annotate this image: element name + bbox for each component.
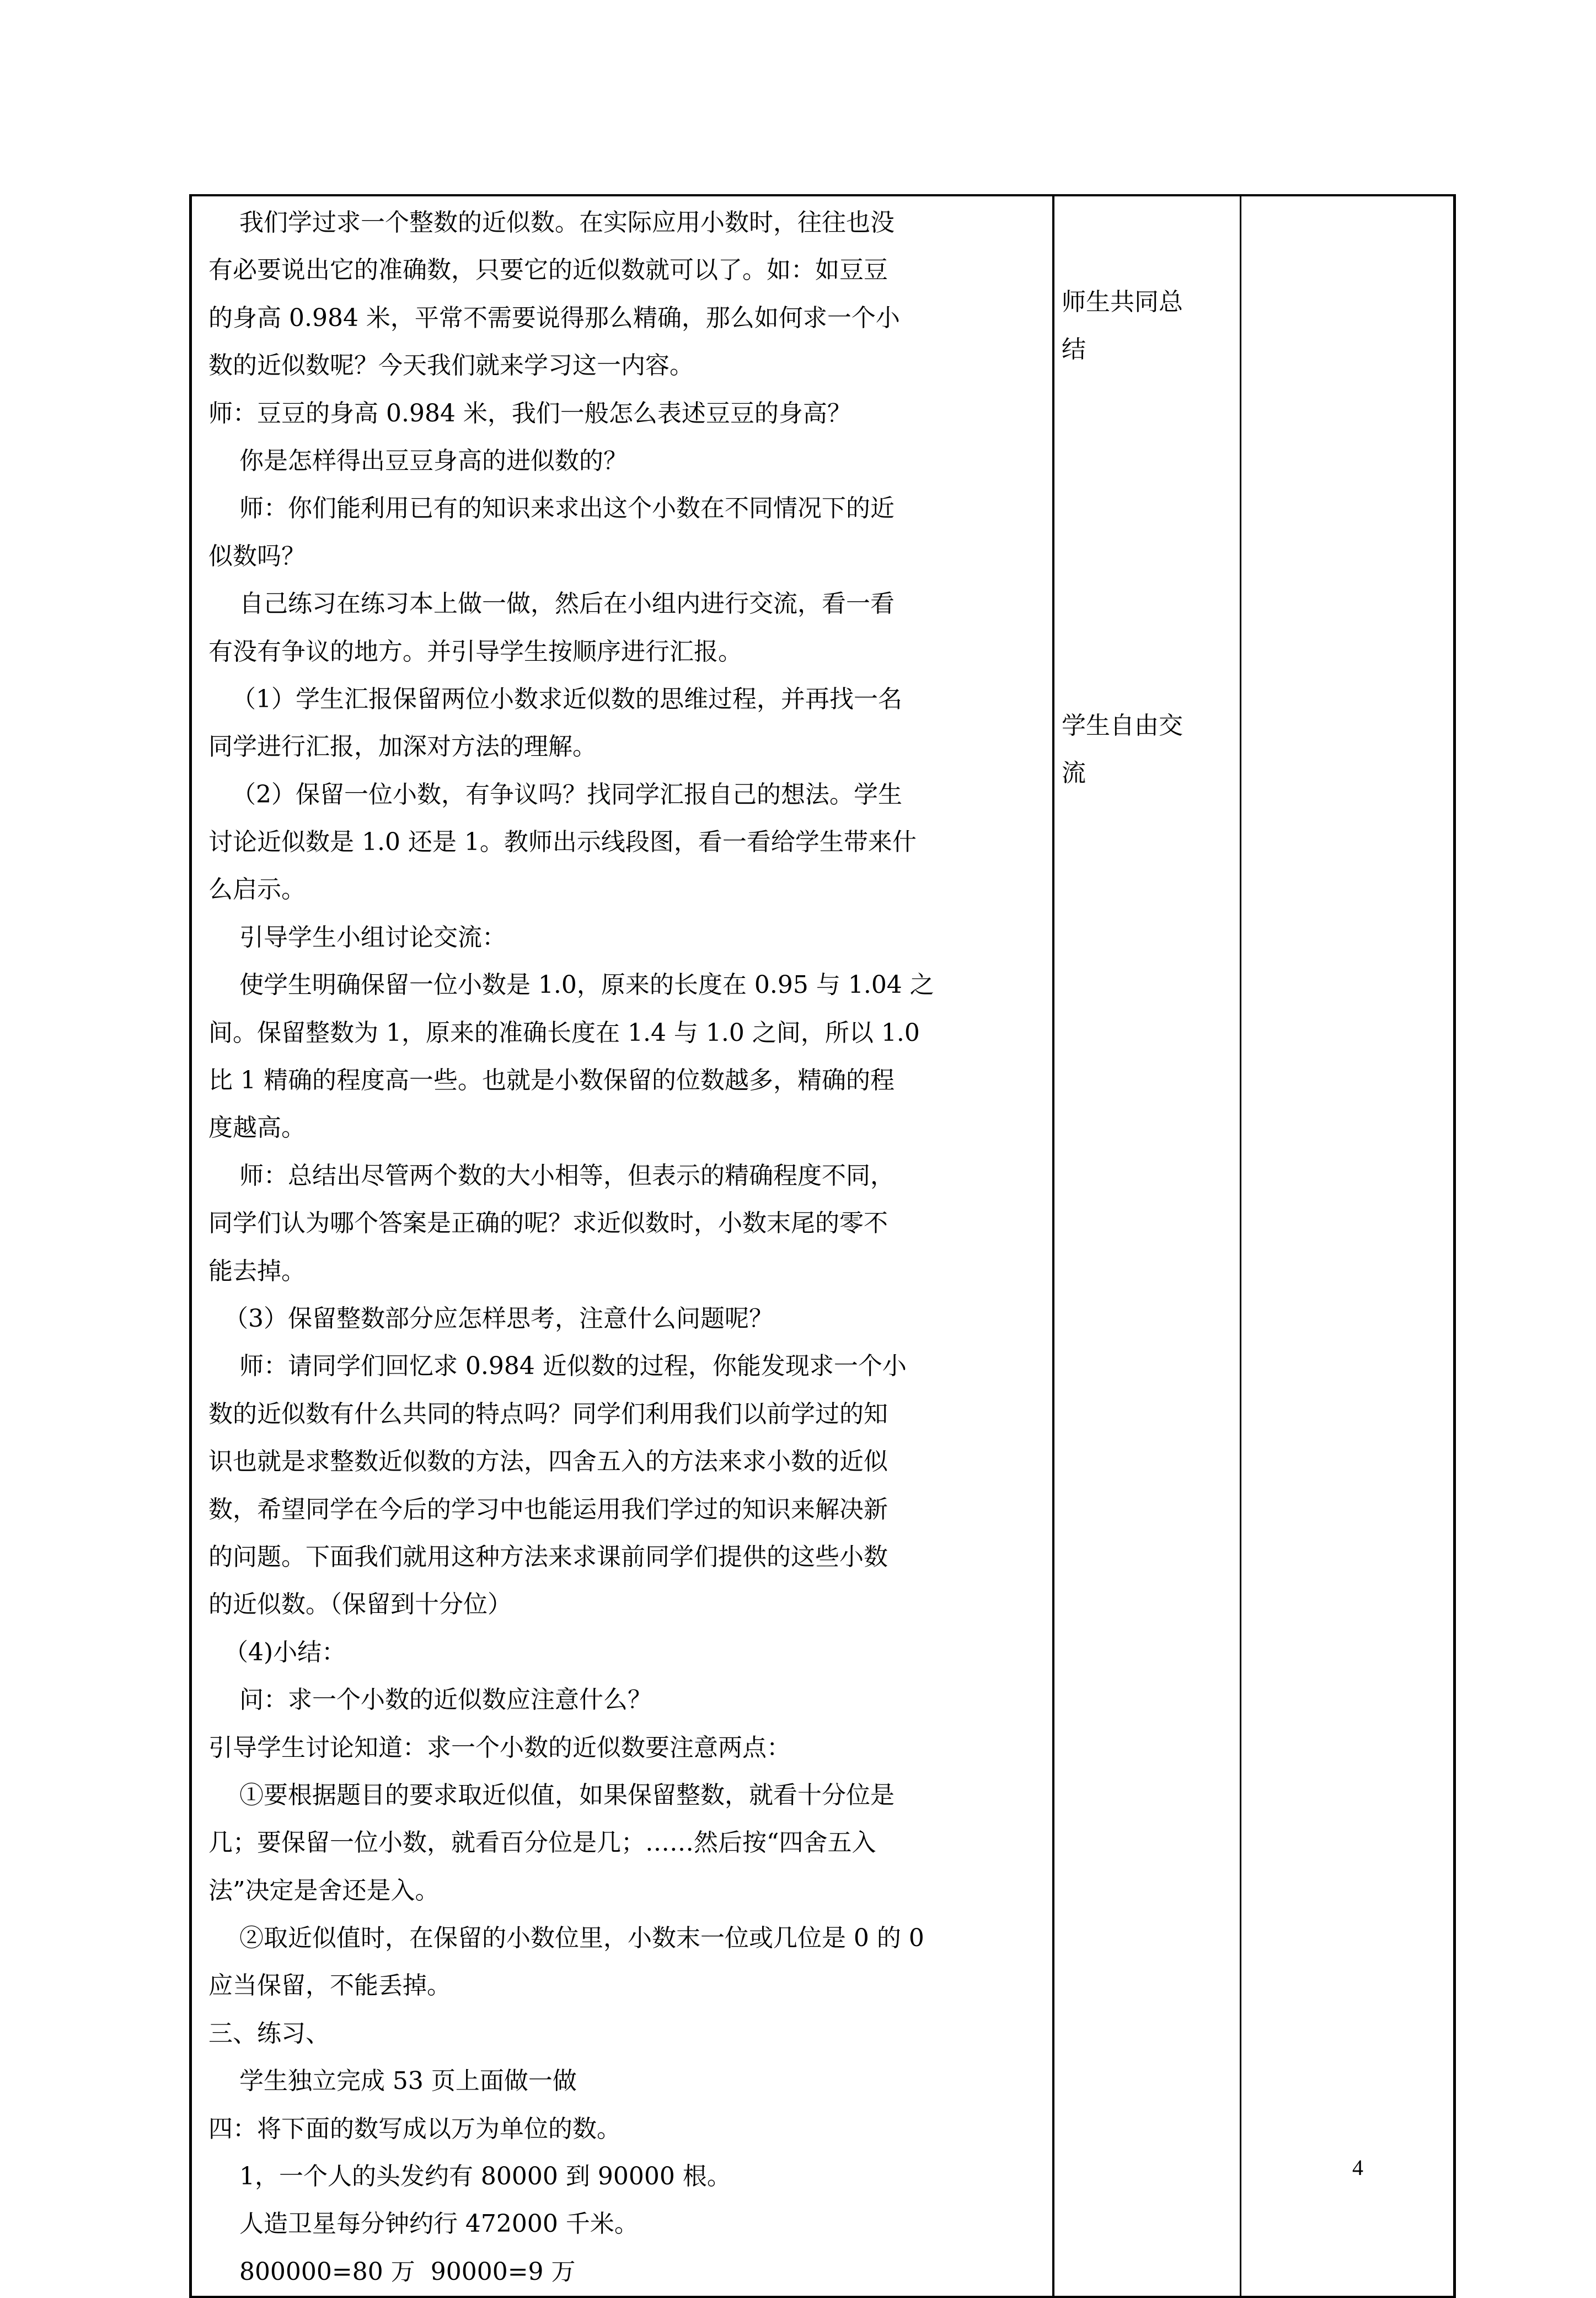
text-line: 1，一个人的头发约有 80000 到 90000 根。 <box>208 2162 731 2191</box>
text-line: 使学生明确保留一位小数是 1.0，原来的长度在 0.95 与 1.04 之 <box>208 971 934 1000</box>
text-line: 引导学生小组讨论交流： <box>208 923 506 952</box>
text-line: ①要根据题目的要求取近似值，如果保留整数，就看十分位是 <box>208 1781 895 1809</box>
text-line: 法”决定是舍还是入。 <box>208 1876 440 1905</box>
text-line: 能去掉。 <box>208 1257 306 1285</box>
text-line: 似数吗？ <box>208 542 306 570</box>
text-line: 我们学过求一个整数的近似数。在实际应用小数时，往往也没 <box>208 209 895 237</box>
text-line: 师：请同学们回忆求 0.984 近似数的过程，你能发现求一个小 <box>208 1352 907 1381</box>
text-line: 800000=80 万 90000=9 万 <box>208 2257 576 2286</box>
text-line: 自己练习在练习本上做一做，然后在小组内进行交流，看一看 <box>208 590 895 618</box>
text-line: 数的近似数有什么共同的特点吗？同学们利用我们以前学过的知 <box>208 1399 888 1428</box>
text-line: 度越高。 <box>208 1114 306 1142</box>
text-line: （1）学生汇报保留两位小数求近似数的思维过程，并再找一名 <box>208 685 902 713</box>
text-line: 的身高 0.984 米，平常不需要说得那么精确，那么如何求一个小 <box>208 303 900 332</box>
text-line: 几；要保留一位小数，就看百分位是几；……然后按“四舍五入 <box>208 1829 876 1857</box>
text-line: 人造卫星每分钟约行 472000 千米。 <box>208 2210 639 2238</box>
text-line: 同学进行汇报，加深对方法的理解。 <box>208 733 597 761</box>
teaching-process-text <box>208 196 1047 2296</box>
text-line: 师：豆豆的身高 0.984 米，我们一般怎么表述豆豆的身高？ <box>208 399 851 427</box>
text-line: ②取近似值时，在保留的小数位里，小数末一位或几位是 0 的 0 <box>208 1924 924 1953</box>
text-line: 数的近似数呢？今天我们就来学习这一内容。 <box>208 351 694 380</box>
text-line: 同学们认为哪个答案是正确的呢？求近似数时，小数末尾的零不 <box>208 1209 888 1238</box>
text-line: 问：求一个小数的近似数应注意什么？ <box>208 1686 652 1714</box>
lesson-plan-table <box>189 194 1456 2298</box>
notes-cell <box>1241 195 1455 2297</box>
text-line: 的近似数。（保留到十分位） <box>208 1590 512 1619</box>
table-row <box>191 195 1455 2297</box>
text-line: 数，希望同学在今后的学习中也能运用我们学过的知识来解决新 <box>208 1495 888 1524</box>
page-number: 4 <box>1352 2155 1363 2180</box>
text-line: 师：总结出尽管两个数的大小相等，但表示的精确程度不同， <box>208 1161 895 1190</box>
text-line: 有没有争议的地方。并引导学生按顺序进行汇报。 <box>208 637 742 666</box>
text-line: 引导学生讨论知道：求一个小数的近似数要注意两点： <box>208 1733 791 1762</box>
text-line: 么启示。 <box>208 875 306 904</box>
activity-note-summary <box>1045 279 1227 373</box>
text-line: 间。保留整数为 1，原来的准确长度在 1.4 与 1.0 之间，所以 1.0 <box>208 1018 920 1047</box>
text-line: 比 1 精确的程度高一些。也就是小数保留的位数越多，精确的程 <box>208 1066 895 1095</box>
text-line: 四：将下面的数写成以万为单位的数。 <box>208 2114 621 2143</box>
text-line: 识也就是求整数近似数的方法，四舍五入的方法来求小数的近似 <box>208 1447 888 1476</box>
text-line: （3）保留整数部分应怎样思考，注意什么问题呢？ <box>208 1304 773 1333</box>
activity-note-line: 结 <box>1062 335 1086 364</box>
student-activity-cell <box>1053 195 1241 2297</box>
text-line: 讨论近似数是 1.0 还是 1。教师出示线段图，看一看给学生带来什 <box>208 828 917 857</box>
text-line: 师：你们能利用已有的知识来求出这个小数在不同情况下的近 <box>208 494 895 523</box>
text-line: （4)小结： <box>208 1638 346 1666</box>
activity-note-discussion <box>1045 702 1227 797</box>
text-line: （2）保留一位小数，有争议吗？找同学汇报自己的想法。学生 <box>208 780 902 809</box>
activity-note-line: 学生自由交 <box>1062 712 1183 740</box>
text-line: 的问题。下面我们就用这种方法来求课前同学们提供的这些小数 <box>208 1542 888 1571</box>
text-line: 你是怎样得出豆豆身高的进似数的？ <box>208 446 628 475</box>
text-line: 有必要说出它的准确数，只要它的近似数就可以了。如：如豆豆 <box>208 256 888 285</box>
activity-note-line: 流 <box>1062 759 1086 787</box>
text-line: 三、练习、 <box>208 2019 330 2048</box>
activity-note-line: 师生共同总 <box>1062 288 1183 316</box>
teaching-process-cell <box>191 195 1054 2297</box>
text-line: 学生独立完成 53 页上面做一做 <box>208 2067 577 2096</box>
text-line: 应当保留，不能丢掉。 <box>208 1971 451 2000</box>
